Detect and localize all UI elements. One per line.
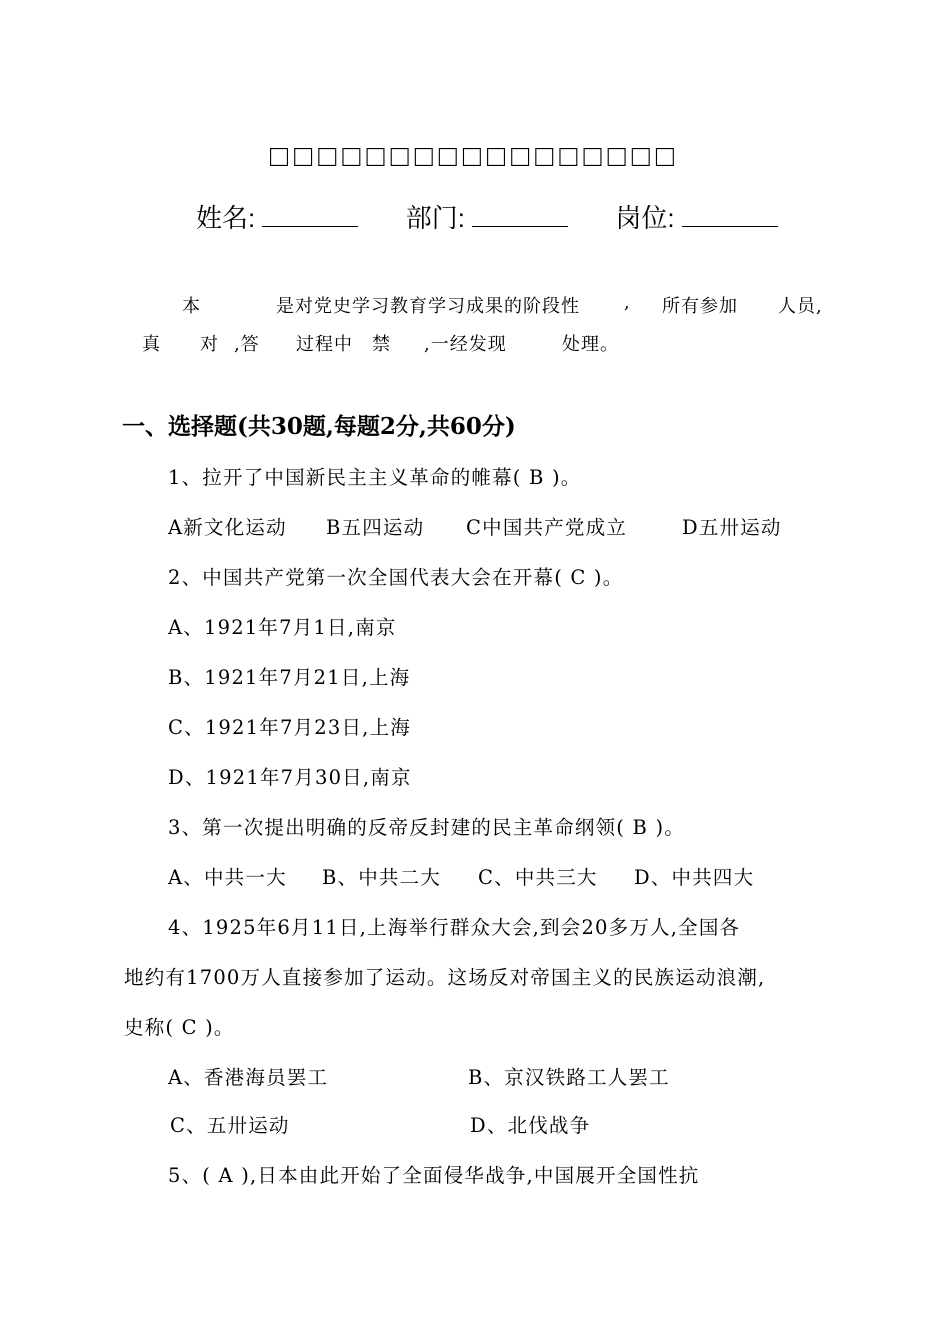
dept-label: 部门: [405,203,465,233]
intro-fragment: 过程中 [296,334,353,355]
question-stem: 地约有1700万人直接参加了运动。这场反对帝国主义的民族运动浪潮, [124,966,766,989]
option: B、中共二大 [322,866,442,889]
option: D、中共四大 [634,866,755,889]
option: A新文化运动 [168,516,287,539]
intro-fragment: 所有参加 [662,296,738,317]
dept-blank[interactable] [472,204,568,227]
intro-fragment: 人员, [778,296,823,317]
intro-fragment: 真 [142,334,161,355]
option: B、1921年7月21日,上海 [168,666,411,689]
intro-fragment: 禁 [372,334,391,355]
name-blank[interactable] [262,204,358,227]
option: C、五卅运动 [170,1114,290,1137]
exam-title: □□□□□□□□□□□□□□□□□ [269,140,681,173]
intro-fragment: ,一经发现 [424,334,507,355]
post-label: 岗位: [615,203,675,233]
option: A、香港海员罢工 [168,1066,329,1089]
option: B五四运动 [326,516,425,539]
question-stem: 5、( A ),日本由此开始了全面侵华战争,中国展开全国性抗 [168,1164,700,1187]
question-stem: 3、第一次提出明确的反帝反封建的民主革命纲领( B )。 [168,816,685,839]
intro-fragment: , [624,292,631,313]
option: A、中共一大 [168,866,287,889]
option: C中国共产党成立 [466,516,628,539]
option: C、1921年7月23日,上海 [168,716,411,739]
section-heading: 一、选择题(共30题,每题2分,共60分) [122,413,516,440]
option: D、北伐战争 [470,1114,591,1137]
option: A、1921年7月1日,南京 [168,616,397,639]
option: D五卅运动 [682,516,782,539]
question-stem: 4、1925年6月11日,上海举行群众大会,到会20多万人,全国各 [168,916,741,939]
option: D、1921年7月30日,南京 [168,766,412,789]
question-stem: 史称( C )。 [124,1016,235,1039]
intro-fragment: 是对党史学习教育学习成果的阶段性 [276,296,580,317]
name-label: 姓名: [196,203,256,233]
intro-fragment: 处理。 [562,334,619,355]
option: C、中共三大 [478,866,598,889]
question-stem: 2、中国共产党第一次全国代表大会在开幕( C )。 [168,566,624,589]
option: B、京汉铁路工人罢工 [468,1066,670,1089]
intro-fragment: 本 [182,296,201,317]
intro-fragment: 对 [200,334,219,355]
info-fields [196,198,778,235]
intro-fragment: ,答 [234,334,260,355]
question-stem: 1、拉开了中国新民主主义革命的帷幕( B )。 [168,466,582,489]
post-blank[interactable] [682,204,778,227]
